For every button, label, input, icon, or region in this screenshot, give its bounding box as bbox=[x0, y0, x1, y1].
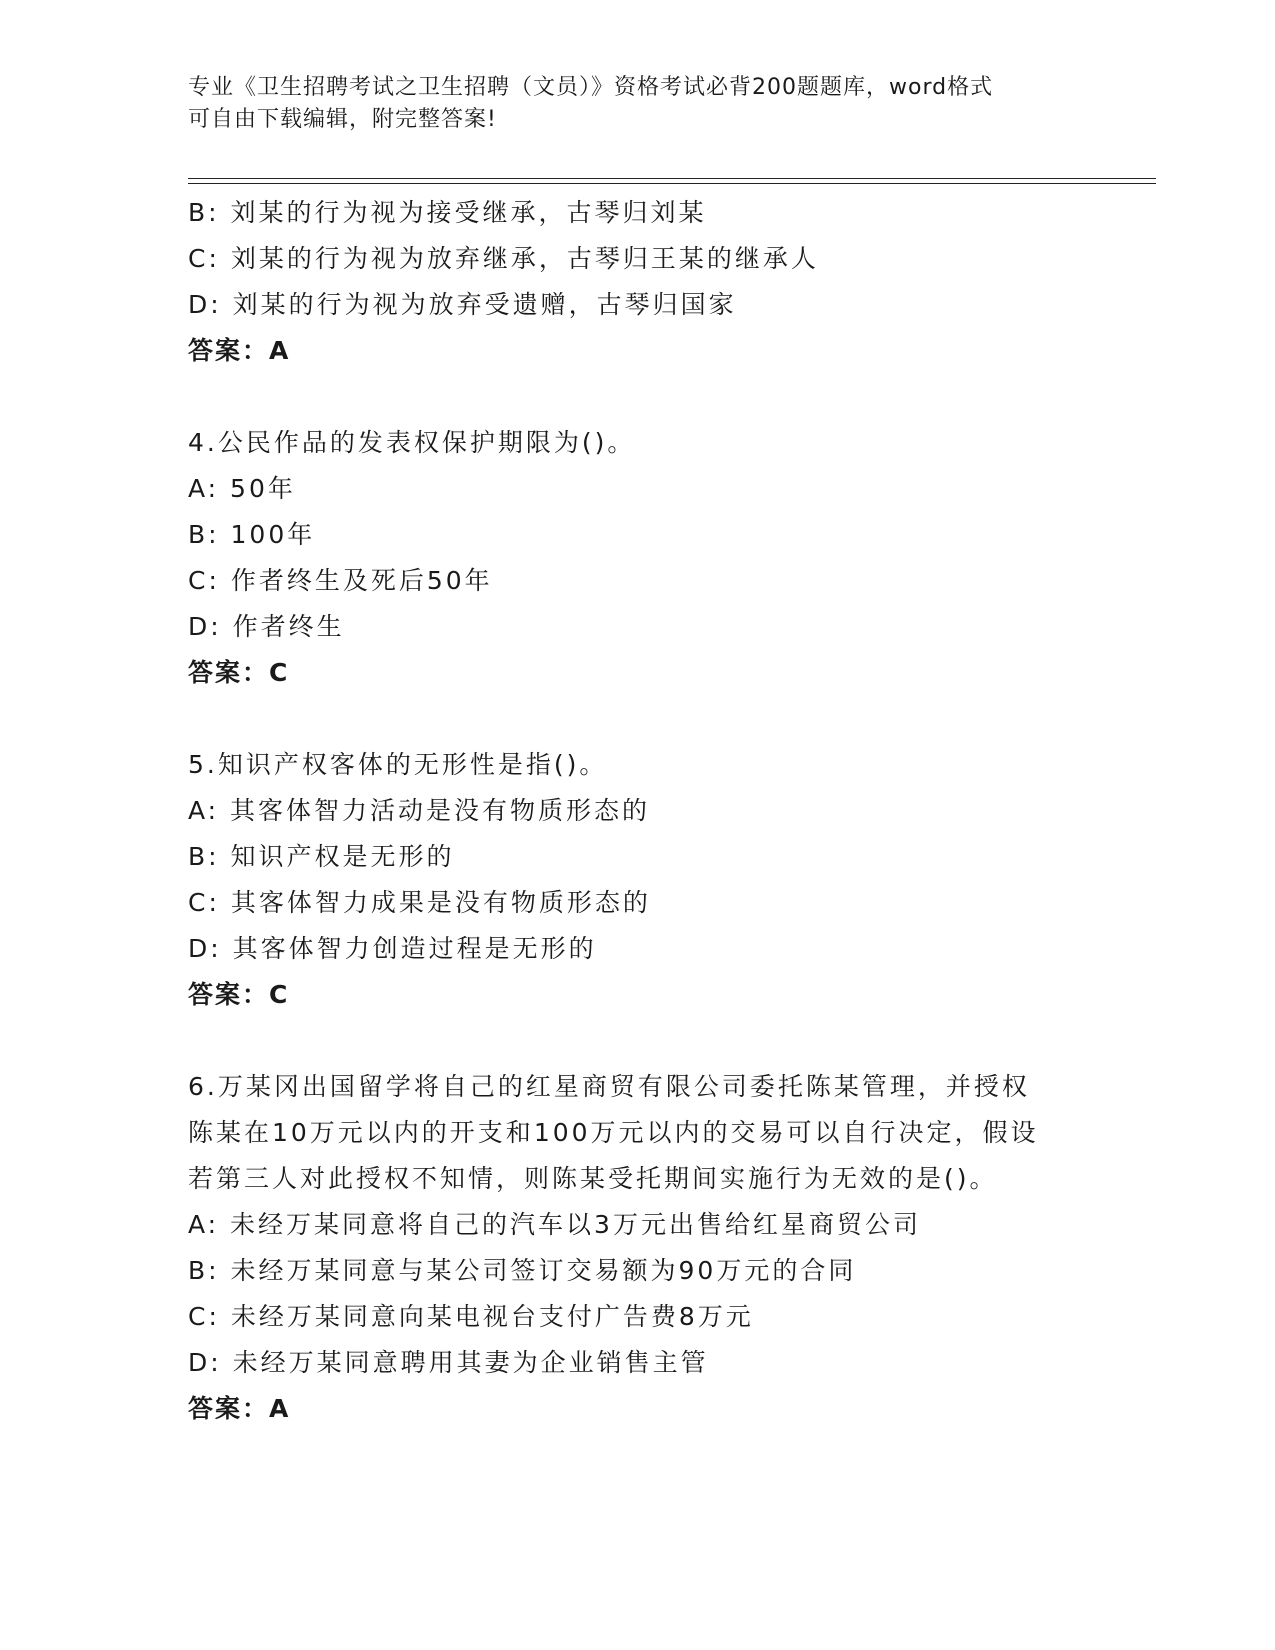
q6-question-line-2: 陈某在10万元以内的开支和100万元以内的交易可以自行决定，假设 bbox=[188, 1118, 1039, 1147]
q4-option-b: B: 100年 bbox=[188, 520, 316, 549]
q4-option-a: A: 50年 bbox=[188, 474, 296, 503]
q5-option-c: C: 其客体智力成果是没有物质形态的 bbox=[188, 888, 651, 917]
q6-question-line-1: 6.万某冈出国留学将自己的红星商贸有限公司委托陈某管理，并授权 bbox=[188, 1072, 1030, 1101]
q6-option-b: B: 未经万某同意与某公司签订交易额为90万元的合同 bbox=[188, 1256, 857, 1285]
document-body bbox=[188, 190, 1088, 1432]
q5-option-d: D: 其客体智力创造过程是无形的 bbox=[188, 934, 597, 963]
spacer bbox=[188, 374, 1088, 420]
spacer bbox=[188, 696, 1088, 742]
q4-option-d: D: 作者终生 bbox=[188, 612, 345, 641]
header-divider-top bbox=[188, 178, 1156, 179]
question-3-partial bbox=[188, 190, 1088, 374]
q4-option-c: C: 作者终生及死后50年 bbox=[188, 566, 493, 595]
header-divider-bottom bbox=[188, 183, 1156, 184]
q6-option-c: C: 未经万某同意向某电视台支付广告费8万元 bbox=[188, 1302, 754, 1331]
q5-answer: 答案：C bbox=[188, 980, 290, 1009]
q6-question-line-3: 若第三人对此授权不知情，则陈某受托期间实施行为无效的是()。 bbox=[188, 1164, 998, 1193]
q6-option-a: A: 未经万某同意将自己的汽车以3万元出售给红星商贸公司 bbox=[188, 1210, 921, 1239]
question-5 bbox=[188, 742, 1088, 1018]
question-6 bbox=[188, 1064, 1088, 1432]
document-header bbox=[188, 72, 1088, 136]
q5-question: 5.知识产权客体的无形性是指()。 bbox=[188, 750, 608, 779]
q4-question: 4.公民作品的发表权保护期限为()。 bbox=[188, 428, 636, 457]
q5-option-a: A: 其客体智力活动是没有物质形态的 bbox=[188, 796, 651, 825]
q5-option-b: B: 知识产权是无形的 bbox=[188, 842, 455, 871]
q3-option-d: D: 刘某的行为视为放弃受遗赠，古琴归国家 bbox=[188, 290, 737, 319]
header-line-1: 专业《卫生招聘考试之卫生招聘（文员）》资格考试必背200题题库，word格式 bbox=[188, 75, 994, 100]
q3-answer: 答案：A bbox=[188, 336, 291, 365]
question-4 bbox=[188, 420, 1088, 696]
header-line-2: 可自由下载编辑，附完整答案! bbox=[188, 107, 497, 132]
q3-option-c: C: 刘某的行为视为放弃继承，古琴归王某的继承人 bbox=[188, 244, 819, 273]
q3-option-b: B: 刘某的行为视为接受继承，古琴归刘某 bbox=[188, 198, 707, 227]
q4-answer: 答案：C bbox=[188, 658, 290, 687]
spacer bbox=[188, 1018, 1088, 1064]
q6-answer: 答案：A bbox=[188, 1394, 291, 1423]
q6-option-d: D: 未经万某同意聘用其妻为企业销售主管 bbox=[188, 1348, 709, 1377]
